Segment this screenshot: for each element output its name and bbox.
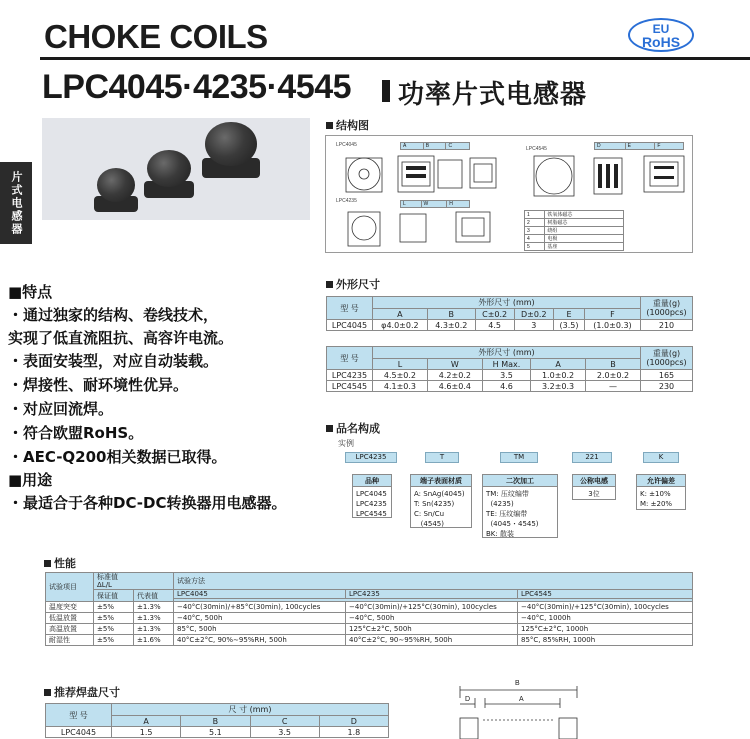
badge-rohs-text: RoHS — [641, 34, 681, 50]
diagram-label-lpc4545: LPC4545 — [526, 146, 547, 152]
col-typical: 代表值 — [134, 590, 174, 602]
feature-line: ・表面安装型，对应自动装载。 — [8, 352, 219, 370]
structure-diagram — [325, 135, 693, 253]
pn-tag-tolerance: K — [643, 452, 679, 463]
cell-guarantee: ±5% — [94, 613, 134, 624]
cell-weight: 210 — [641, 320, 693, 331]
cell-method: 125°C±2°C, 1000h — [518, 624, 693, 635]
cell-value: 2.0±0.2 — [586, 370, 641, 381]
feature-line: ・焊接性、耐环境性优异。 — [8, 376, 189, 394]
cell-weight: 230 — [641, 381, 693, 392]
structure-dim-header-3 — [400, 200, 470, 208]
cell-value: 1.0±0.2 — [531, 370, 586, 381]
cell-value: (3.5) — [554, 320, 585, 331]
structure-dim-header-2 — [594, 142, 684, 150]
col-guarantee: 保证值 — [94, 590, 134, 602]
pn-box-body: LPC4045 LPC4235 LPC4545 — [356, 490, 387, 518]
legend-text: 电极 — [545, 235, 624, 243]
cell-value: 1.8 — [319, 727, 388, 738]
table-row — [46, 727, 389, 738]
col-b: B — [586, 359, 641, 370]
pn-tag-series: LPC4235 — [345, 452, 397, 463]
cell-model: LPC4235 — [327, 370, 373, 381]
cell-value: 4.1±0.3 — [373, 381, 428, 392]
pn-box-body: A: SnAg(4045) T: Sn(4235) C: Sn/Cu (4545) — [414, 490, 465, 528]
cell-guarantee: ±5% — [94, 602, 134, 613]
col-dim-group: 尺 寸 (mm) — [112, 704, 389, 716]
col-weight: 重量(g) (1000pcs) — [641, 347, 693, 370]
cell-model: LPC4045 — [46, 727, 112, 738]
col-d: D±0.2 — [514, 309, 554, 320]
land-label-d: D — [465, 696, 471, 703]
cell-method: 85°C, 85%RH, 1000h — [518, 635, 693, 646]
cell-value: 4.6 — [482, 381, 530, 392]
usage-heading: ■用途 — [8, 471, 53, 489]
pn-box-title: 品种 — [353, 475, 391, 487]
dim-label-h: H — [447, 201, 470, 208]
legend-text: 绕组 — [545, 227, 624, 235]
col-type: 型 号 — [46, 704, 112, 727]
cell-item: 低温放置 — [46, 613, 94, 624]
dimension-table-lpc4235-4545 — [326, 346, 693, 392]
land-pattern-svg — [455, 678, 595, 739]
cell-weight: 165 — [641, 370, 693, 381]
table-row — [46, 602, 693, 613]
pn-box-inductance — [572, 474, 616, 500]
col-l: L — [373, 359, 428, 370]
dim-label-f: F — [655, 143, 684, 150]
cell-method: 85°C, 500h — [174, 624, 346, 635]
col-model-lpc4545: LPC4545 — [518, 590, 693, 599]
legend-row — [525, 211, 624, 219]
col-c: C±0.2 — [475, 309, 514, 320]
legend-no: 5 — [525, 243, 545, 251]
pn-box-tolerance — [636, 474, 686, 510]
cell-typical: ±1.3% — [134, 624, 174, 635]
diagram-label-lpc4045: LPC4045 — [336, 142, 357, 148]
structure-drawings — [326, 136, 694, 254]
col-h: H Max. — [482, 359, 530, 370]
dim-label-d: D — [595, 143, 626, 150]
col-model-lpc4045: LPC4045 — [174, 590, 346, 599]
table-row — [327, 381, 693, 392]
pn-box-body: TM: 压纹编带 (4235) TE: 压纹编带 (4045・4545) BK: 散装 — [486, 490, 539, 538]
model-numbers: LPC4045·4235·4545 — [42, 68, 352, 106]
feature-line: ・符合欧盟RoHS。 — [8, 424, 144, 442]
header-divider — [40, 57, 750, 60]
cell-value: 4.5±0.2 — [373, 370, 428, 381]
pn-box-packaging — [482, 474, 558, 538]
badge-eu-text: EU — [652, 22, 670, 36]
legend-row — [525, 243, 624, 251]
dim-label-w: W — [421, 201, 447, 208]
eu-rohs-badge — [628, 18, 694, 52]
col-b: B — [181, 716, 250, 727]
col-d: D — [319, 716, 388, 727]
col-f: F — [584, 309, 640, 320]
dim-label-c: C — [446, 143, 470, 150]
pn-tag-inductance: 221 — [572, 452, 612, 463]
land-pattern-drawing — [455, 678, 595, 739]
legend-text: 基座 — [545, 243, 624, 251]
side-category-tab: 片式电感器 — [0, 162, 32, 244]
pn-box-title: 二次加工 — [483, 475, 557, 487]
cell-value: 4.5 — [475, 320, 514, 331]
cell-item: 温度突变 — [46, 602, 94, 613]
structure-legend-table — [524, 210, 624, 251]
pn-box-body: 3位 — [588, 490, 600, 498]
legend-no: 4 — [525, 235, 545, 243]
pn-box-title: 公称电感 — [573, 475, 615, 487]
land-label-a: A — [519, 696, 524, 703]
cell-method: −40°C(30min)/+125°C(30min), 100cycles — [518, 602, 693, 613]
product-category-title: 功率片式电感器 — [398, 80, 588, 110]
pn-box-series — [352, 474, 392, 518]
table-row — [46, 613, 693, 624]
cell-value: 1.5 — [112, 727, 181, 738]
col-c: C — [250, 716, 319, 727]
cell-method: 125°C±2°C, 500h — [346, 624, 518, 635]
table-row — [46, 624, 693, 635]
cell-method: −40°C, 500h — [346, 613, 518, 624]
coil-image-lpc4235 — [144, 150, 194, 198]
legend-row — [525, 235, 624, 243]
features-heading: ■特点 — [8, 283, 53, 301]
dim-label-e: E — [625, 143, 655, 150]
dimensions-heading: 外形尺寸 — [326, 276, 380, 292]
cell-method: −40°C, 500h — [174, 613, 346, 624]
col-a: A — [531, 359, 586, 370]
cell-model: LPC4545 — [327, 381, 373, 392]
structure-heading: 结构图 — [326, 117, 369, 133]
coil-image-lpc4045 — [94, 168, 138, 212]
cell-value: (1.0±0.3) — [584, 320, 640, 331]
performance-heading: 性能 — [44, 555, 76, 571]
col-standard: 标准值 ΔL/L — [94, 573, 174, 590]
legend-text: 树脂磁芯 — [545, 219, 624, 227]
cell-model: LPC4045 — [327, 320, 373, 331]
cell-typical: ±1.3% — [134, 613, 174, 624]
pn-box-title: 端子表面材质 — [411, 475, 471, 487]
col-type: 型 号 — [327, 297, 373, 320]
table-row — [46, 635, 693, 646]
usage-line: ・最适合于各种DC-DC转换器用电感器。 — [8, 494, 287, 512]
col-w: W — [427, 359, 482, 370]
cell-value: 4.2±0.2 — [427, 370, 482, 381]
col-weight: 重量(g) (1000pcs) — [641, 297, 693, 320]
cell-item: 高温放置 — [46, 624, 94, 635]
cell-method: −40°C(30min)/+85°C(30min), 100cycles — [174, 602, 346, 613]
cell-typical: ±1.6% — [134, 635, 174, 646]
cell-value: — — [586, 381, 641, 392]
legend-text: 铁氧体磁芯 — [545, 211, 624, 219]
cell-guarantee: ±5% — [94, 624, 134, 635]
col-test-item: 试验项目 — [46, 573, 94, 602]
cell-guarantee: ±5% — [94, 635, 134, 646]
table-row — [327, 370, 693, 381]
pn-box-body: K: ±10% M: ±20% — [640, 490, 673, 508]
legend-row — [525, 227, 624, 235]
model-separator-bar — [382, 80, 390, 102]
feature-line: ・AEC-Q200相关数据已取得。 — [8, 448, 227, 466]
part-number-heading: 品名构成 — [326, 420, 380, 436]
feature-line: ・对应回流焊。 — [8, 400, 114, 418]
cell-value: 4.6±0.4 — [427, 381, 482, 392]
diagram-label-lpc4235: LPC4235 — [336, 198, 357, 204]
pn-box-title: 允许偏差 — [637, 475, 685, 487]
dimension-table-lpc4045 — [326, 296, 693, 331]
product-photo — [42, 118, 310, 220]
legend-no: 2 — [525, 219, 545, 227]
land-pattern-heading: 推荐焊盘尺寸 — [44, 684, 120, 700]
legend-row — [525, 219, 624, 227]
pn-tag-terminal: T — [425, 452, 459, 463]
col-dim-group: 外形尺寸 (mm) — [373, 347, 641, 359]
col-a: A — [373, 309, 428, 320]
dim-label-a: A — [401, 143, 424, 150]
cell-value: 4.3±0.2 — [427, 320, 475, 331]
pn-box-terminal — [410, 474, 472, 528]
cell-value: 3 — [514, 320, 554, 331]
dim-label-l: L — [401, 201, 422, 208]
cell-value: φ4.0±0.2 — [373, 320, 428, 331]
col-a: A — [112, 716, 181, 727]
example-label: 实例 — [338, 439, 354, 448]
cell-method: 40°C±2°C, 90∼95%RH, 500h — [346, 635, 518, 646]
col-dim-group: 外形尺寸 (mm) — [373, 297, 641, 309]
table-row — [327, 320, 693, 331]
land-pattern-table — [45, 703, 389, 738]
cell-value: 5.1 — [181, 727, 250, 738]
performance-table — [45, 572, 693, 646]
legend-no: 1 — [525, 211, 545, 219]
cell-typical: ±1.3% — [134, 602, 174, 613]
col-method: 试验方法 — [174, 573, 693, 590]
dim-label-b: B — [423, 143, 446, 150]
structure-dim-header — [400, 142, 470, 150]
feature-line: 实现了低直流阻抗、高容许电流。 — [8, 329, 234, 347]
col-e: E — [554, 309, 585, 320]
coil-image-lpc4545 — [202, 122, 260, 178]
cell-method: −40°C, 1000h — [518, 613, 693, 624]
col-type: 型 号 — [327, 347, 373, 370]
pn-tag-packaging: TM — [500, 452, 538, 463]
legend-no: 3 — [525, 227, 545, 235]
cell-method: 40°C±2°C, 90%∼95%RH, 500h — [174, 635, 346, 646]
cell-item: 耐湿性 — [46, 635, 94, 646]
page-title: CHOKE COILS — [44, 18, 268, 55]
cell-value: 3.2±0.3 — [531, 381, 586, 392]
land-label-b: B — [515, 680, 520, 687]
cell-method: −40°C(30min)/+125°C(30min), 100cycles — [346, 602, 518, 613]
feature-line: ・通过独家的结构、卷线技术， — [8, 306, 219, 324]
cell-value: 3.5 — [250, 727, 319, 738]
cell-value: 3.5 — [482, 370, 530, 381]
col-model-lpc4235: LPC4235 — [346, 590, 518, 599]
col-b: B — [427, 309, 475, 320]
